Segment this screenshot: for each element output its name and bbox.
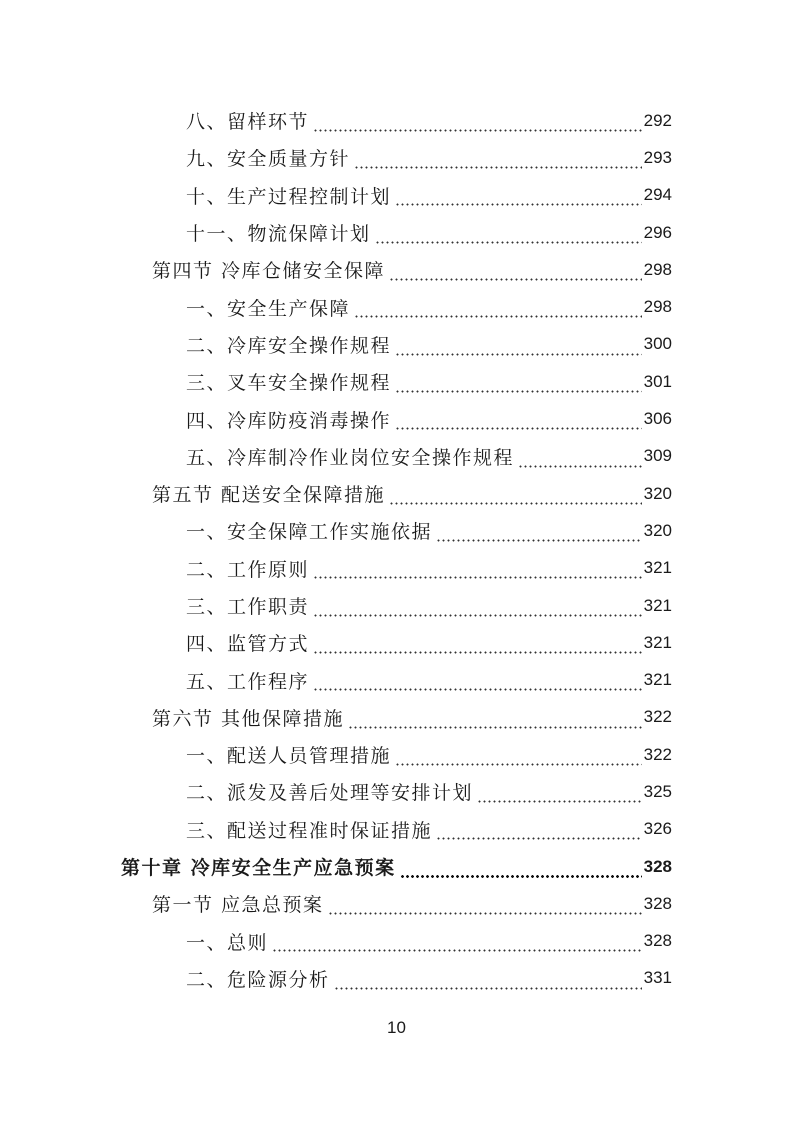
toc-entry-page-number: 320	[643, 483, 672, 503]
toc-entry-page-number: 320	[643, 520, 672, 540]
toc-entry-page-number: 321	[643, 558, 672, 578]
toc-entry-page-number: 328	[643, 856, 672, 876]
toc-entry-title: 一、配送人员管理措施	[186, 741, 395, 768]
toc-entry-title: 四、冷库防疫消毒操作	[186, 406, 395, 433]
toc-subsection-entry[interactable]	[0, 326, 793, 363]
toc-entry-title: 第六节 其他保障措施	[152, 704, 348, 731]
toc-entry-page-number: 298	[643, 297, 672, 317]
toc-dot-leader	[328, 886, 642, 916]
toc-subsection-entry[interactable]	[0, 139, 793, 176]
toc-entry-page-number: 293	[643, 147, 672, 167]
toc-entry-page-number: 321	[643, 632, 672, 652]
toc-dot-leader	[477, 774, 642, 804]
toc-dot-leader	[518, 438, 642, 468]
toc-chapter-entry[interactable]	[0, 848, 793, 885]
toc-dot-leader	[395, 177, 642, 207]
toc-entry-title: 十一、物流保障计划	[186, 219, 375, 246]
toc-dot-leader	[436, 513, 642, 543]
toc-entry-title: 十、生产过程控制计划	[186, 182, 395, 209]
toc-entry-title: 三、配送过程准时保证措施	[186, 816, 436, 843]
toc-entry-title: 三、工作职责	[186, 592, 313, 619]
toc-entry-title: 第一节 应急总预案	[152, 890, 328, 917]
toc-section-entry[interactable]	[0, 475, 793, 512]
toc-dot-leader	[436, 811, 642, 841]
toc-dot-leader	[395, 326, 642, 356]
toc-subsection-entry[interactable]	[0, 363, 793, 400]
toc-subsection-entry[interactable]	[0, 960, 793, 997]
toc-entry-title: 五、工作程序	[186, 667, 313, 694]
toc-entry-page-number: 328	[643, 893, 672, 913]
toc-entry-page-number: 301	[643, 371, 672, 391]
toc-dot-leader	[313, 102, 642, 132]
toc-subsection-entry[interactable]	[0, 923, 793, 960]
toc-entry-page-number: 326	[643, 819, 672, 839]
toc-dot-leader	[313, 625, 642, 655]
toc-entry-page-number: 298	[643, 259, 672, 279]
toc-subsection-entry[interactable]	[0, 214, 793, 251]
toc-entry-title: 一、安全生产保障	[186, 294, 354, 321]
toc-entry-page-number: 331	[643, 968, 672, 988]
toc-entry-title: 四、监管方式	[186, 629, 313, 656]
toc-dot-leader	[313, 662, 642, 692]
toc-entry-title: 五、冷库制冷作业岗位安全操作规程	[186, 443, 518, 470]
toc-entry-title: 一、安全保障工作实施依据	[186, 517, 436, 544]
toc-dot-leader	[334, 960, 642, 990]
toc-entry-page-number: 325	[643, 781, 672, 801]
toc-dot-leader	[272, 923, 642, 953]
toc-dot-leader	[389, 252, 642, 282]
toc-entry-title: 二、工作原则	[186, 555, 313, 582]
toc-section-entry[interactable]	[0, 885, 793, 922]
toc-subsection-entry[interactable]	[0, 811, 793, 848]
toc-section-entry[interactable]	[0, 699, 793, 736]
toc-subsection-entry[interactable]	[0, 661, 793, 698]
toc-subsection-entry[interactable]	[0, 102, 793, 139]
toc-subsection-entry[interactable]	[0, 438, 793, 475]
toc-entry-title: 二、冷库安全操作规程	[186, 331, 395, 358]
toc-entry-page-number: 294	[643, 185, 672, 205]
toc-entry-page-number: 322	[643, 744, 672, 764]
toc-entry-page-number: 322	[643, 707, 672, 727]
toc-dot-leader	[313, 550, 642, 580]
toc-entry-title: 二、危险源分析	[186, 965, 334, 992]
toc-subsection-entry[interactable]	[0, 288, 793, 325]
toc-entry-page-number: 309	[643, 446, 672, 466]
table-of-contents	[0, 102, 793, 997]
toc-dot-leader	[354, 140, 642, 170]
toc-subsection-entry[interactable]	[0, 587, 793, 624]
toc-dot-leader	[313, 587, 642, 617]
toc-subsection-entry[interactable]	[0, 512, 793, 549]
toc-entry-page-number: 292	[643, 110, 672, 130]
toc-entry-page-number: 321	[643, 595, 672, 615]
toc-entry-page-number: 328	[643, 931, 672, 951]
toc-subsection-entry[interactable]	[0, 773, 793, 810]
toc-entry-title: 第十章 冷库安全生产应急预案	[121, 853, 400, 880]
toc-subsection-entry[interactable]	[0, 624, 793, 661]
toc-section-entry[interactable]	[0, 251, 793, 288]
toc-entry-title: 一、总则	[186, 928, 272, 955]
toc-entry-page-number: 300	[643, 334, 672, 354]
toc-entry-title: 二、派发及善后处理等安排计划	[186, 778, 477, 805]
toc-dot-leader	[354, 289, 642, 319]
toc-dot-leader	[395, 401, 642, 431]
toc-dot-leader	[375, 214, 642, 244]
toc-dot-leader	[395, 364, 642, 394]
toc-entry-title: 第四节 冷库仓储安全保障	[152, 256, 389, 283]
toc-entry-page-number: 321	[643, 670, 672, 690]
toc-dot-leader	[395, 737, 642, 767]
toc-entry-title: 三、叉车安全操作规程	[186, 368, 395, 395]
toc-subsection-entry[interactable]	[0, 550, 793, 587]
toc-dot-leader	[389, 475, 642, 505]
toc-entry-page-number: 296	[643, 222, 672, 242]
toc-subsection-entry[interactable]	[0, 400, 793, 437]
page-number: 10	[387, 1018, 406, 1037]
toc-dot-leader	[400, 848, 642, 878]
toc-dot-leader	[348, 699, 642, 729]
toc-subsection-entry[interactable]	[0, 736, 793, 773]
toc-entry-title: 第五节 配送安全保障措施	[152, 480, 389, 507]
toc-entry-title: 九、安全质量方针	[186, 144, 354, 171]
toc-subsection-entry[interactable]	[0, 177, 793, 214]
toc-entry-page-number: 306	[643, 409, 672, 429]
toc-entry-title: 八、留样环节	[186, 107, 313, 134]
